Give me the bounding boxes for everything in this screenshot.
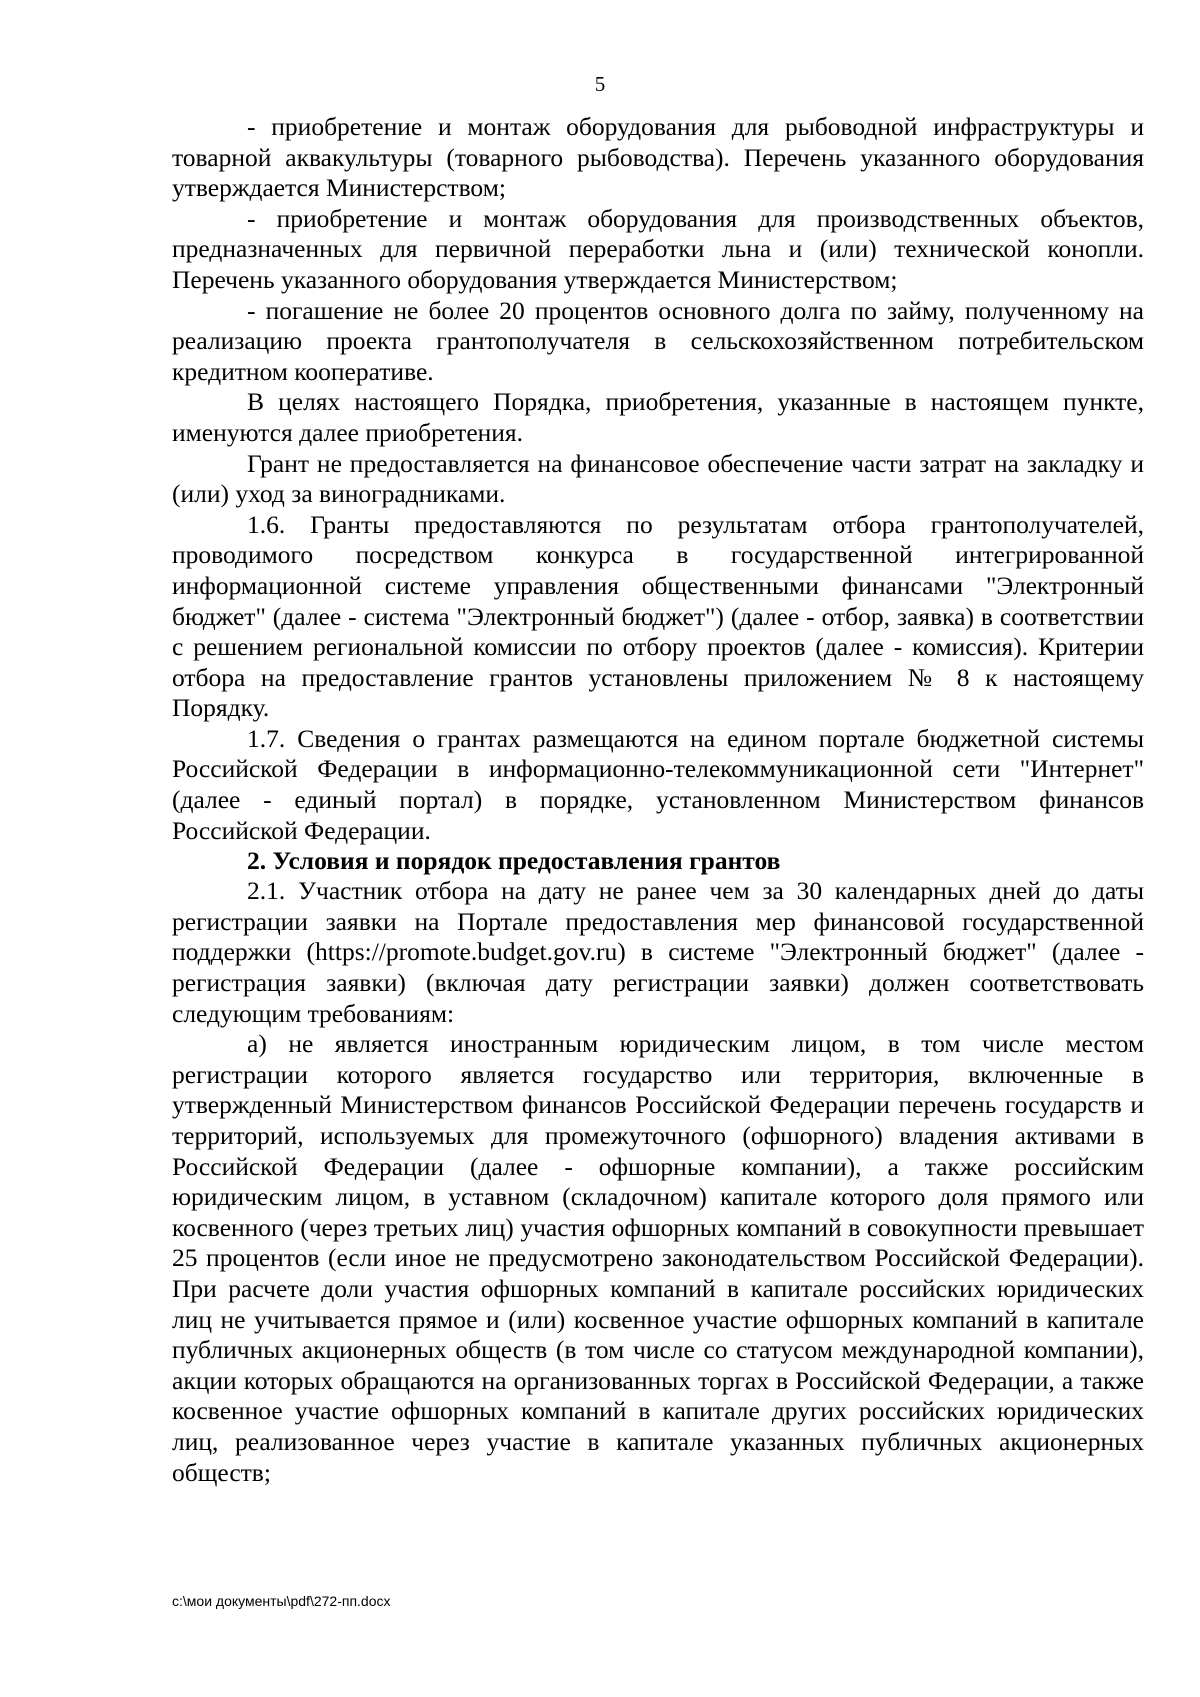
paragraph-2-1-requirements: 2.1. Участник отбора на дату не ранее чем за 30 календарных дней до даты регистрации заявки на Портале предоставления мер финансовой государственной поддержки (https://promote.budget.gov.ru) в системе "Электронный бюджет" (далее - регистрация заявки) (включая дату регистрации заявки) должен соответствовать следующим требованиям: bbox=[172, 876, 1144, 1028]
paragraph-1-6-selection: 1.6. Гранты предоставляются по результатам отбора грантополучателей, проводимого посредством конкурса в государственной интегрированной информационной системе управления общественными финансами "Электронный бюджет" (далее - система "Электронный бюджет") (далее - отбор, заявка) в соответствии с решением региональной комиссии по отбору проектов (далее - комиссия). Критерии отбора на предоставление грантов установлены приложением № 8 к настоящему Порядку. bbox=[172, 509, 1144, 723]
paragraph-equipment-flax-hemp: - приобретение и монтаж оборудования для производственных объектов, предназначенных для первичной переработки льна и (или) технической конопли. Перечень указанного оборудования утверждается Министерством; bbox=[172, 203, 1144, 294]
document-body bbox=[172, 112, 1144, 1488]
paragraph-acquisitions-definition: В целях настоящего Порядка, приобретения, указанные в настоящем пункте, именуются далее приобретения. bbox=[172, 387, 1144, 447]
section-heading: 2. Условия и порядок предоставления грантов bbox=[247, 846, 781, 876]
paragraph-equipment-fish-farming: - приобретение и монтаж оборудования для рыбоводной инфраструктуры и товарной аквакультуры (товарного рыбоводства). Перечень указанного оборудования утверждается Министерством; bbox=[172, 112, 1144, 203]
paragraph-1-7-portal: 1.7. Сведения о грантах размещаются на едином портале бюджетной системы Российской Федерации в информационно-телекоммуникационной сети "Интернет" (далее - единый портал) в порядке, установленном Министерством финансов Российской Федерации. bbox=[172, 723, 1144, 845]
paragraph-loan-repayment: - погашение не более 20 процентов основного долга по займу, полученному на реализацию проекта грантополучателя в сельскохозяйственном потребительском кредитном кооперативе. bbox=[172, 295, 1144, 386]
paragraph-vineyards-exclusion: Грант не предоставляется на финансовое обеспечение части затрат на закладку и (или) уход за виноградниками. bbox=[172, 448, 1144, 509]
footer-file-path: c:\мои документы\pdf\272-пп.docx bbox=[172, 1593, 391, 1609]
paragraph-a-offshore: а) не является иностранным юридическим лицом, в том числе местом регистрации которого является государство или территория, включенные в утвержденный Министерством финансов Российской Федерации перечень государств и территорий, используемых для промежуточного (офшорного) владения активами в Российской Федерации (далее - офшорные компании), а также российским юридическим лицом, в уставном (складочном) капитале которого доля прямого или косвенного (через третьих лиц) участия офшорных компаний в совокупности превышает 25 процентов (если иное не предусмотрено законодательством Российской Федерации). При расчете доли участия офшорных компаний в капитале российских юридических лиц не учитывается прямое и (или) косвенное участие офшорных компаний в капитале публичных акционерных обществ (в том числе со статусом международной компании), акции которых обращаются на организованных торгах в Российской Федерации, а также косвенное участие офшорных компаний в капитале других российских юридических лиц, реализованное через участие в капитале указанных публичных акционерных обществ; bbox=[172, 1029, 1144, 1487]
page-number: 5 bbox=[594, 72, 606, 96]
